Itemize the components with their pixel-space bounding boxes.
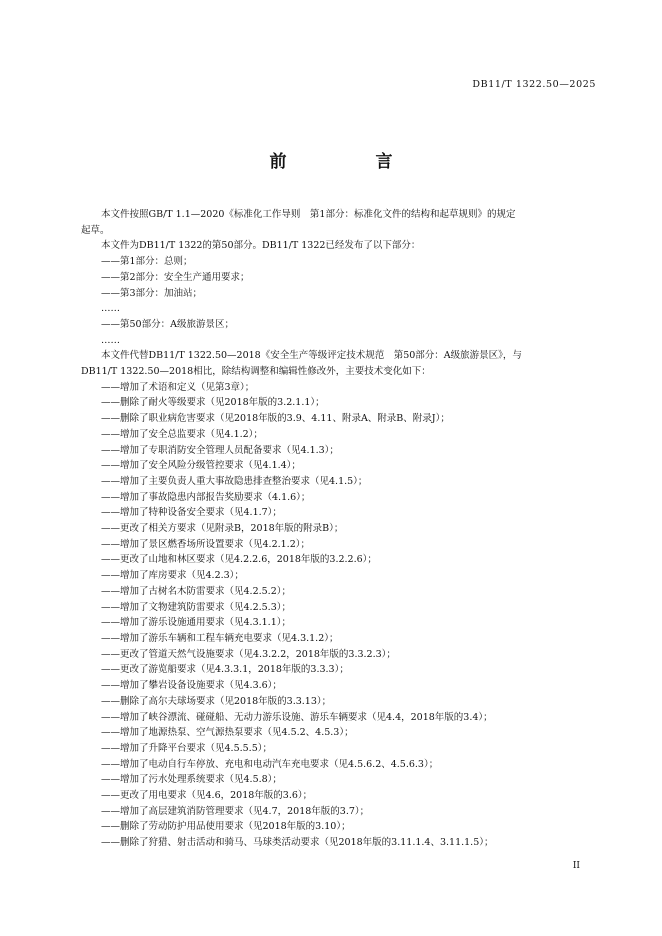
change-item: ——增加了安全总监要求（见4.1.2）； <box>101 428 263 440</box>
change-item: ——增加了文物建筑防雷要求（见4.2.5.3）； <box>101 601 291 613</box>
page-number: II <box>572 861 580 871</box>
intro-paragraph-3: 本文件代替DB11/T 1322.50—2018《安全生产等级评定技术规范 第50部分：A级旅游景区》，与 <box>101 350 522 362</box>
change-item: ——增加了峡谷漂流、碰碰船、无动力游乐设施、游乐车辆要求（见4.4，2018年版的3.4）； <box>101 711 493 723</box>
change-item: ——增加了安全风险分级管控要求（见4.1.4）； <box>101 460 301 472</box>
change-item: ——增加了高层建筑消防管理要求（见4.7，2018年版的3.7）； <box>101 805 370 817</box>
intro-paragraph-1: 本文件按照GB/T 1.1—2020《标准化工作导则 第1部分：标准化文件的结构和起草规则》的规定 <box>101 209 516 220</box>
change-item: ——增加了特种设备安全要求（见4.1.7）； <box>101 507 282 519</box>
change-item: ——增加了库房要求（见4.2.3）； <box>101 570 244 582</box>
change-item: ——增加了古树名木防雷要求（见4.2.5.2）； <box>101 585 291 597</box>
part-list-ellipsis: …… <box>101 303 120 315</box>
change-item: ——增加了事故隐患内部报告奖励要求（4.1.6）； <box>101 491 311 503</box>
change-item: ——更改了相关方要求（见附录B，2018年版的附录B）； <box>101 523 344 535</box>
changes-list <box>81 380 601 851</box>
document-code: DB11/T 1322.50—2025 <box>472 79 596 90</box>
change-item: ——删除了狩猎、射击活动和骑马、马球类活动要求（见2018年版的3.11.1.4、3.11.1.5）； <box>101 837 494 849</box>
change-item: ——增加了游乐车辆和工程车辆充电要求（见4.3.1.2）； <box>101 632 339 644</box>
change-item: ——更改了游览船要求（见4.3.3.1，2018年版的3.3.3）； <box>101 664 349 676</box>
change-item: ——删除了高尔夫球场要求（见2018年版的3.3.13）； <box>101 695 332 707</box>
part-list-ellipsis: …… <box>101 334 120 346</box>
change-item: ——删除了耐火等级要求（见2018年版的3.2.1.1）； <box>101 397 325 409</box>
intro-paragraph-3-cont: DB11/T 1322.50—2018相比，除结构调整和编辑性修改外，主要技术变化如下： <box>81 366 431 378</box>
change-item: ——增加了专职消防安全管理人员配备要求（见4.1.3）； <box>101 444 339 456</box>
change-item: ——更改了山地和林区要求（见4.2.2.6，2018年版的3.2.2.6）； <box>101 554 377 566</box>
foreword-body <box>81 207 601 851</box>
part-list-item: ——第50部分：A级旅游景区； <box>101 318 234 330</box>
intro-paragraph-2: 本文件为DB11/T 1322的第50部分。DB11/T 1322已经发布了以下部分： <box>101 240 421 252</box>
change-item: ——更改了管道天然气设施要求（见4.3.2.2，2018年版的3.3.2.3）； <box>101 648 396 660</box>
change-item: ——增加了地源热泵、空气源热泵要求（见4.5.2、4.5.3）； <box>101 727 354 739</box>
change-item: ——增加了主要负责人重大事故隐患排查整治要求（见4.1.5）； <box>101 475 368 487</box>
change-item: ——增加了术语和定义（见第3章）； <box>101 381 255 393</box>
change-item: ——增加了电动自行车停放、充电和电动汽车充电要求（见4.5.6.2、4.5.6.3）； <box>101 758 439 770</box>
change-item: ——更改了用电要求（见4.6，2018年版的3.6）； <box>101 790 313 802</box>
change-item: ——删除了职业病危害要求（见2018年版的3.9、4.11、附录A、附录B、附录J）； <box>101 413 450 425</box>
part-list-item: ——第1部分：总则； <box>101 256 193 268</box>
change-item: ——增加了攀岩设备设施要求（见4.3.6）； <box>101 680 282 692</box>
page-title: 前 言 <box>269 152 429 172</box>
intro-paragraph-1-cont: 起草。 <box>81 224 110 236</box>
change-item: ——增加了升降平台要求（见4.5.5.5）； <box>101 742 272 754</box>
change-item: ——增加了污水处理系统要求（见4.5.8）； <box>101 774 282 786</box>
part-list-item: ——第2部分：安全生产通用要求； <box>101 271 250 283</box>
change-item: ——增加了游乐设施通用要求（见4.3.1.1）； <box>101 617 291 629</box>
change-item: ——删除了劳动防护用品使用要求（见2018年版的3.10）； <box>101 821 351 833</box>
part-list-item: ——第3部分：加油站； <box>101 287 203 299</box>
change-item: ——增加了景区燃香场所设置要求（见4.2.1.2）； <box>101 538 310 550</box>
